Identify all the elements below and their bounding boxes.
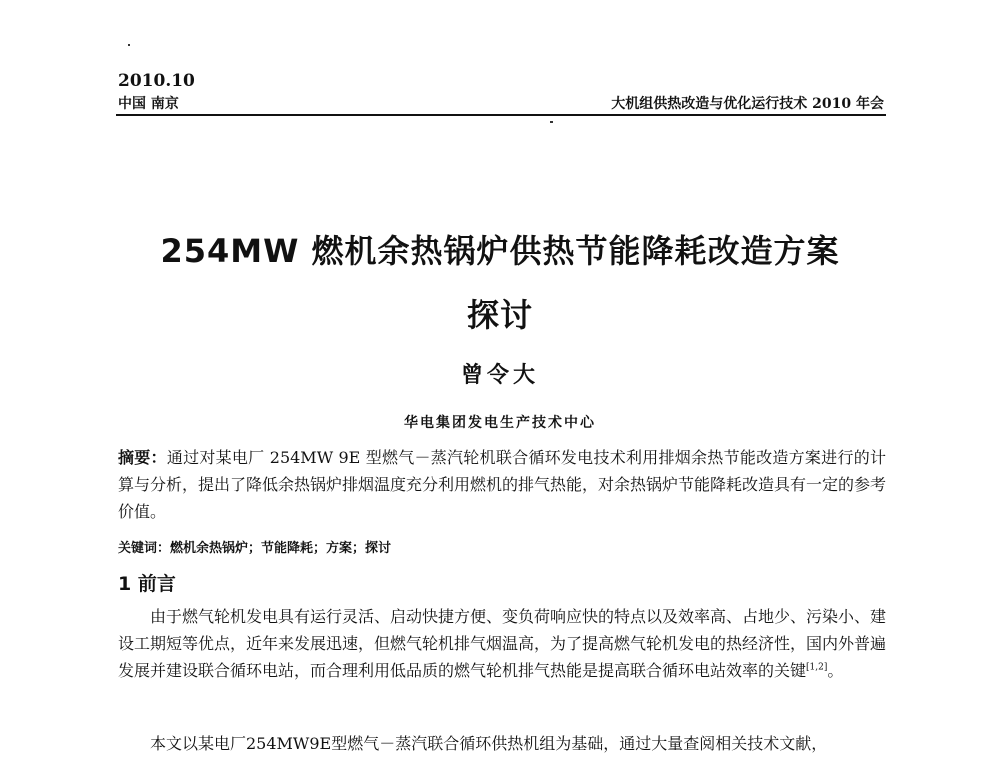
scan-speck — [550, 121, 553, 123]
abstract — [118, 444, 886, 525]
paper-title-line2: 探讨 — [466, 296, 533, 334]
citation-ref: [1,2] — [806, 662, 828, 673]
keywords — [118, 537, 391, 556]
body-paragraph — [118, 730, 886, 757]
abstract-label: 摘要： — [118, 448, 167, 467]
paragraph-end: 。 — [827, 661, 844, 680]
header-rule — [116, 114, 886, 116]
header-location: 中国 南京 — [118, 96, 179, 112]
author-name: 曾令大 — [460, 362, 539, 388]
header-date: 2010.10 — [118, 71, 195, 91]
section-heading: 1 前言 — [118, 573, 176, 595]
body-paragraph — [118, 603, 886, 684]
header-conference: 大机组供热改造与优化运行技术 2010 年会 — [611, 96, 884, 112]
scan-speck — [128, 44, 130, 46]
keywords-label: 关键词： — [118, 541, 171, 556]
author-affiliation: 华电集团发电生产技术中心 — [404, 415, 596, 431]
keywords-text: 燃机余热锅炉；节能降耗；方案；探讨 — [170, 541, 392, 556]
paper-title-line1: 254MW 燃机余热锅炉供热节能降耗改造方案 — [160, 232, 840, 270]
paragraph-text: 本文以某电厂254MW9E型燃气－蒸汽联合循环供热机组为基础，通过大量查阅相关技术文献， — [150, 734, 828, 753]
abstract-text: 通过对某电厂 254MW 9E 型燃气－蒸汽轮机联合循环发电技术利用排烟余热节能改造方案进行的计算与分析，提出了降低余热锅炉排烟温度充分利用燃机的排气热能，对余热锅炉节能降耗改造具有一定的参考价值。 — [118, 448, 887, 521]
paragraph-text: 由于燃气轮机发电具有运行灵活、启动快捷方便、变负荷响应快的特点以及效率高、占地少、污染小、建设工期短等优点，近年来发展迅速，但燃气轮机排气烟温高，为了提高燃气轮机发电的热经济性，国内外普遍发展并建设联合循环电站，而合理利用低品质的燃气轮机排气热能是提高联合循环电站效率的关键 — [118, 607, 887, 680]
